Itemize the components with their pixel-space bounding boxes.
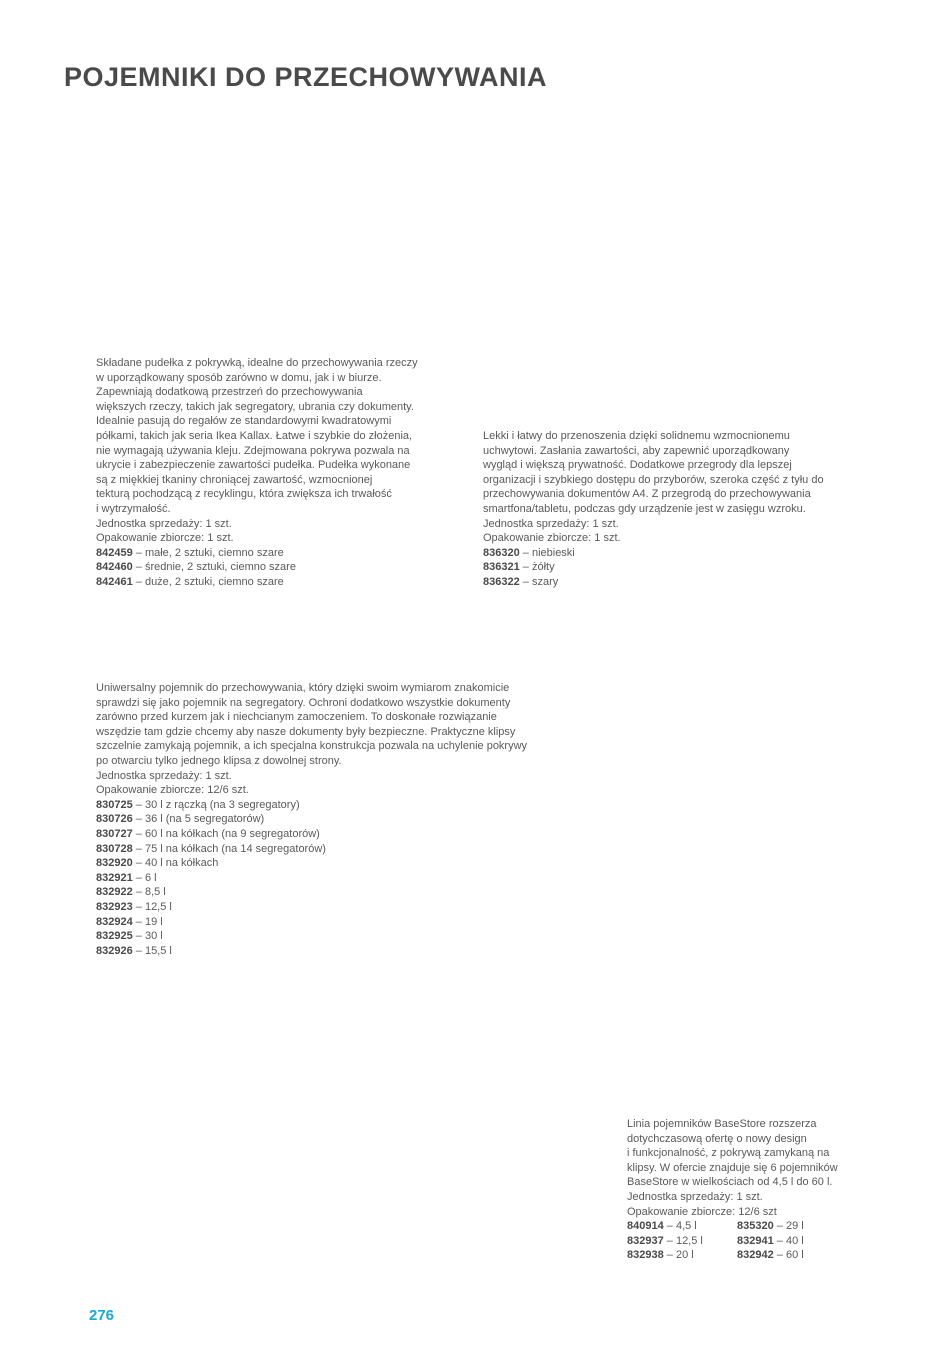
product-variant: – 12,5 l [663, 1234, 703, 1247]
sales-unit: Jednostka sprzedaży: 1 szt. [96, 769, 232, 782]
list-item [96, 856, 527, 871]
product-variant: – niebieski [519, 546, 575, 559]
product-variant: – 4,5 l [663, 1220, 697, 1233]
product-variant: – duże, 2 sztuki, ciemno szare [132, 575, 284, 588]
list-item [737, 1234, 857, 1249]
list-item [737, 1248, 857, 1263]
product-code: 832941 [737, 1234, 774, 1247]
product-variant: – 6 l [132, 871, 157, 884]
product-code: 830727 [96, 827, 133, 840]
list-item [96, 798, 527, 813]
product-variant: – średnie, 2 sztuki, ciemno szare [132, 561, 296, 574]
bulk-pack: Opakowanie zbiorcze: 1 szt. [96, 532, 234, 545]
product-code: 832942 [737, 1249, 774, 1262]
product-code: 842460 [96, 561, 133, 574]
list-item [96, 812, 527, 827]
product-code: 832925 [96, 930, 133, 943]
product-list [483, 546, 824, 590]
product-code: 832926 [96, 944, 133, 957]
sales-unit: Jednostka sprzedaży: 1 szt. [627, 1190, 763, 1203]
product-code: 836322 [483, 575, 520, 588]
sales-unit: Jednostka sprzedaży: 1 szt. [96, 517, 232, 530]
list-item [627, 1234, 737, 1249]
product-variant: – 60 l na kółkach (na 9 segregatorów) [132, 827, 320, 840]
product-description: Linia pojemników BaseStore rozszerza dotychczasową ofertę o nowy design i funkcjonalność, z pokrywą zamykaną na klipsy. W ofercie znajduje się 6 pojemników BaseStore w wielkościach od 4,5 l do 60 l. [627, 1118, 838, 1189]
list-item [96, 560, 418, 575]
product-variant: – 60 l [773, 1249, 804, 1262]
product-description: Składane pudełka z pokrywką, idealne do przechowywania rzeczy w uporządkowany sposób zarówno w domu, jak i w biurze. Zapewniają dodatkową przestrzeń do przechowywania większych rzeczy, takich jak segregatory, ubrania czy dokumenty. Idealnie pasują do regałów ze standardowymi kwadratowymi półkami, takich jak seria Ikea Kallax. Łatwe i szybkie do złożenia, nie wymagają używania kleju. Zdejmowana pokrywa pozwala na ukrycie i zabezpieczenie zawartości pudełka. Pudełka wykonane są z miękkiej tkaniny chroniącej zawartość, wzmocnionej tekturą pochodzącą z recyklingu, która zwiększa ich trwałość i wytrzymałość. [96, 357, 418, 515]
list-item [96, 871, 527, 886]
product-variant: – 20 l [663, 1249, 694, 1262]
product-description: Lekki i łatwy do przenoszenia dzięki solidnemu wzmocnionemu uchwytowi. Zasłania zawartości, aby zapewnić uporządkowany wygląd i większą prywatność. Dodatkowe przegrody dla lepszej organizacji i szybkiego dostępu do przyborów, szeroka część z tyłu do przechowywania dokumentów A4. Z przegrodą do przechowywania smartfona/tabletu, podczas gdy urządzenie jest w zasięgu wzroku. [483, 430, 824, 515]
product-variant: – szary [519, 575, 559, 588]
sales-unit: Jednostka sprzedaży: 1 szt. [483, 517, 619, 530]
product-variant: – 40 l [773, 1234, 804, 1247]
product-description: Uniwersalny pojemnik do przechowywania, który dzięki swoim wymiarom znakomicie sprawdzi się jako pojemnik na segregatory. Ochroni dodatkowo wszystkie dokumenty zarówno przed kurzem jak i niechcianym zamoczeniem. To doskonałe rozwiązanie wszędzie tam gdzie chcemy aby nasze dokumenty były bezpieczne. Praktyczne klipsy szczelnie zamykają pojemnik, a ich specjalna konstrukcja pozwala na uchylenie pokrywy po otwarciu tylko jednego klipsa z dowolnej strony. [96, 682, 528, 767]
bulk-pack: Opakowanie zbiorcze: 1 szt. [483, 532, 621, 545]
list-item [96, 900, 527, 915]
list-item [627, 1248, 737, 1263]
list-item [483, 546, 824, 561]
bulk-pack: Opakowanie zbiorcze: 12/6 szt. [96, 784, 249, 797]
product-variant: – małe, 2 sztuki, ciemno szare [132, 546, 284, 559]
product-code: 832922 [96, 886, 133, 899]
product-block-universal-container [96, 681, 527, 958]
product-variant: – 19 l [132, 915, 163, 928]
product-code: 840914 [627, 1220, 664, 1233]
product-code: 832923 [96, 900, 133, 913]
product-code: 830728 [96, 842, 133, 855]
product-code: 832938 [627, 1249, 664, 1262]
product-code: 832924 [96, 915, 133, 928]
product-list [96, 546, 418, 590]
bulk-pack: Opakowanie zbiorcze: 12/6 szt [627, 1205, 777, 1218]
product-list [627, 1219, 857, 1263]
list-item [96, 842, 527, 857]
product-code: 836320 [483, 546, 520, 559]
product-variant: – 30 l [132, 930, 163, 943]
product-variant: – 15,5 l [132, 944, 172, 957]
product-block-basestore [627, 1117, 857, 1263]
list-item [96, 575, 418, 590]
product-code: 830726 [96, 813, 133, 826]
page-title: POJEMNIKI DO PRZECHOWYWANIA [64, 62, 548, 92]
product-code: 842461 [96, 575, 133, 588]
product-variant: – żółty [519, 561, 555, 574]
product-variant: – 40 l na kółkach [132, 857, 219, 870]
list-item [483, 560, 824, 575]
list-item [483, 575, 824, 590]
product-code: 832921 [96, 871, 133, 884]
product-block-organizer [483, 429, 824, 590]
product-block-folding-boxes [96, 356, 418, 590]
product-variant: – 36 l (na 5 segregatorów) [132, 813, 265, 826]
product-variant: – 75 l na kółkach (na 14 segregatorów) [132, 842, 326, 855]
page-number: 276 [89, 1307, 115, 1324]
product-variant: – 30 l z rączką (na 3 segregatory) [132, 798, 300, 811]
list-item [96, 827, 527, 842]
product-variant: – 8,5 l [132, 886, 166, 899]
list-item [737, 1219, 857, 1234]
product-code: 830725 [96, 798, 133, 811]
list-item [96, 546, 418, 561]
product-code: 835320 [737, 1220, 774, 1233]
list-item [627, 1219, 737, 1234]
list-item [96, 915, 527, 930]
product-list [96, 798, 527, 959]
product-code: 832920 [96, 857, 133, 870]
list-item [96, 885, 527, 900]
list-item [96, 944, 527, 959]
list-item [96, 929, 527, 944]
product-code: 842459 [96, 546, 133, 559]
product-variant: – 12,5 l [132, 900, 172, 913]
product-code: 832937 [627, 1234, 664, 1247]
product-code: 836321 [483, 561, 520, 574]
product-variant: – 29 l [773, 1220, 804, 1233]
